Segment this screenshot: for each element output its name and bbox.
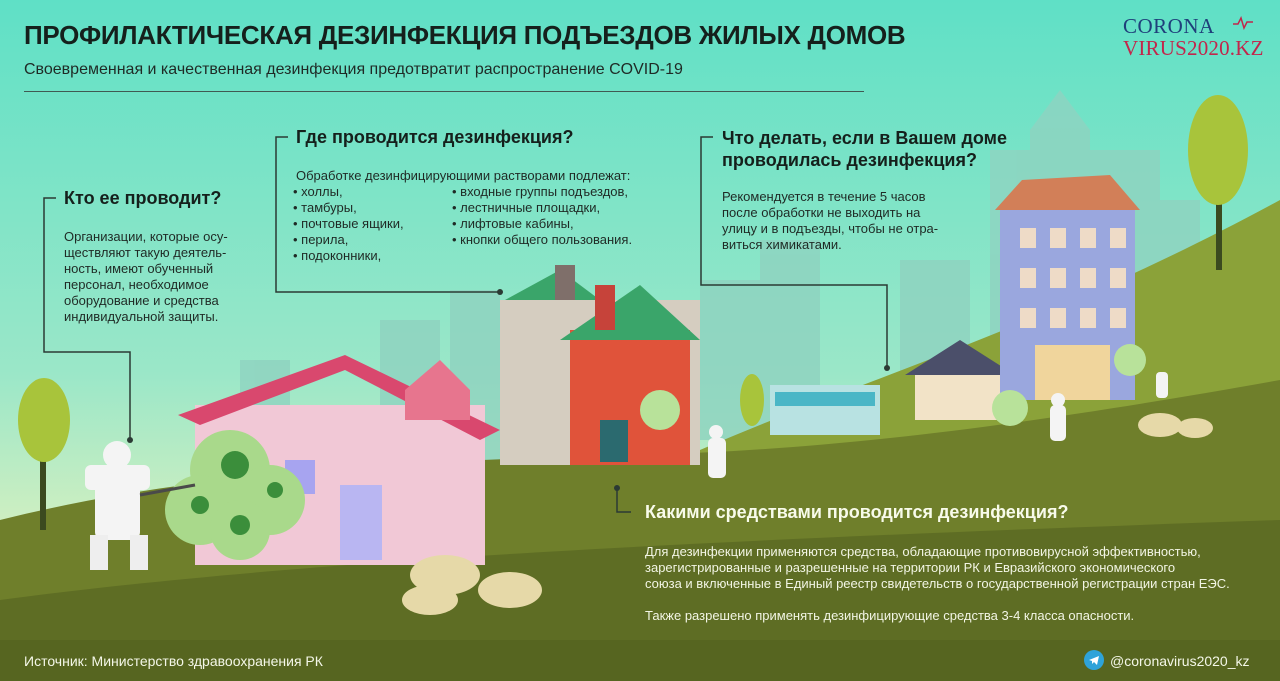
means-note: Также разрешено применять дезинфицирующие средства 3-4 класса опасности. <box>645 608 1135 623</box>
page-subtitle: Своевременная и качественная дезинфекция предотвратит распространение COVID-19 <box>24 61 683 78</box>
who-body-line: Организации, которые осу- <box>64 229 228 244</box>
who-body <box>64 229 264 325</box>
what-to-do-heading-line: проводилась дезинфекция? <box>722 150 977 170</box>
where-list-col2 <box>452 184 672 248</box>
who-body-line: ществляют такую деятель- <box>64 245 227 260</box>
where-heading: Где проводится дезинфекция? <box>296 127 574 147</box>
list-item: • лестничные площадки, <box>452 200 601 215</box>
means-body <box>645 544 1265 592</box>
telegram-plane-icon <box>1084 650 1104 670</box>
means-heading: Какими средствами проводится дезинфекция? <box>645 502 1069 522</box>
what-to-do-body-line: после обработки не выходить на <box>722 205 921 220</box>
page-title: ПРОФИЛАКТИЧЕСКАЯ ДЕЗИНФЕКЦИЯ ПОДЪЕЗДОВ ЖИЛЫХ ДОМОВ <box>24 20 906 50</box>
coronavirus-logo <box>1123 14 1263 64</box>
means-body-line: Для дезинфекции применяются средства, обладающие противовирусной эффективностью, <box>645 544 1201 559</box>
telegram-icon[interactable] <box>1084 650 1104 670</box>
what-to-do-heading-line: Что делать, если в Вашем доме <box>722 128 1007 148</box>
header-divider <box>24 91 864 92</box>
heartbeat-icon <box>1233 16 1253 30</box>
list-item: • подоконники, <box>293 248 382 263</box>
means-body-line: зарегистрированные и разрешенные на территории РК и Евразийского экономического <box>645 560 1176 575</box>
list-item: • лифтовые кабины, <box>452 216 574 231</box>
source-credit: Источник: Министерство здравоохранения РК <box>24 653 323 669</box>
list-item: • перила, <box>293 232 349 247</box>
what-to-do-body-line: виться химикатами. <box>722 237 842 252</box>
where-intro: Обработке дезинфицирующими растворами подлежат: <box>296 168 631 183</box>
who-heading: Кто ее проводит? <box>64 188 222 208</box>
logo-line1: CORONA <box>1123 14 1215 38</box>
who-body-line: оборудование и средства <box>64 293 219 308</box>
what-to-do-body-line: улицу и в подъезды, чтобы не отра- <box>722 221 939 236</box>
list-item: • почтовые ящики, <box>293 216 404 231</box>
glass-building <box>770 385 880 435</box>
where-list-col1 <box>293 184 453 264</box>
who-body-line: индивидуальной защиты. <box>64 309 219 324</box>
list-item: • входные группы подъездов, <box>452 184 629 199</box>
list-item: • кнопки общего пользования. <box>452 232 633 247</box>
what-to-do-heading <box>722 127 1007 171</box>
who-body-line: персонал, необходимое <box>64 277 209 292</box>
list-item: • тамбуры, <box>293 200 357 215</box>
what-to-do-body-line: Рекомендуется в течение 5 часов <box>722 189 926 204</box>
what-to-do-body <box>722 189 962 253</box>
list-item: • холлы, <box>293 184 343 199</box>
means-body-line: союза и включенные в Единый реестр свидетельств о государственной регистрации стран ЕЭС. <box>645 576 1230 591</box>
telegram-handle-link[interactable]: @coronavirus2020_kz <box>1110 653 1250 669</box>
logo-line2: VIRUS2020.KZ <box>1123 36 1264 60</box>
who-body-line: ность, имеют обученный <box>64 261 214 276</box>
tree-small <box>740 374 764 426</box>
